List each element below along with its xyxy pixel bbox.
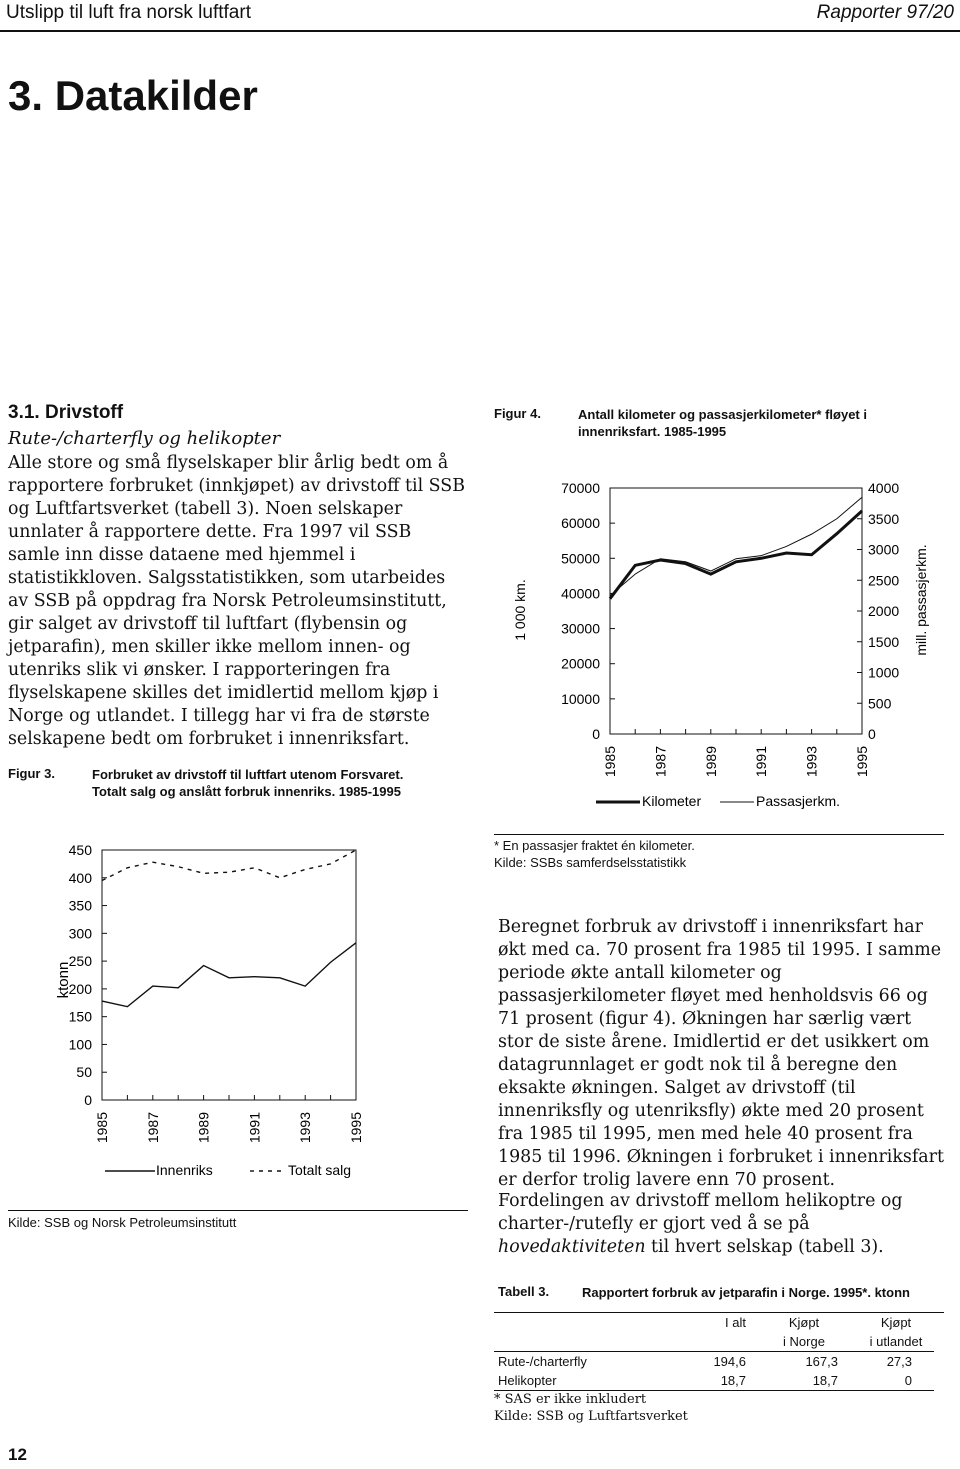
y-tick-label-right: 3500 [868, 510, 900, 527]
y-tick-label: 50 [76, 1064, 92, 1081]
table-cell: 18,7 [720, 1373, 746, 1388]
header-rule [0, 30, 960, 32]
paragraph: Beregnet forbruk av drivstoff i innenriksfart har økt med ca. 70 prosent fra 1985 til 1995. I samme periode økte antall kilometer og passasjerkilometer fløyet med henholdsvis 66 og 71 prosent (figur 4). Økningen har særlig vært stor de siste årene. Imidlertid er det usikkert om datagrunnlaget er godt nok til å beregne den eksakte økningen. Salget av drivstoff (til innenriksfly og utenriksfly) økte med 20 prosent fra 1985 til 1995, men med hele 40 prosent fra 1985 til 1996. Økningen i forbruket i innenriksfart er derfor trolig lavere enn 70 prosent. [498, 917, 944, 1190]
y-axis-label-right: mill. passasjerkm. [913, 544, 929, 656]
y-tick-label: 350 [68, 897, 92, 914]
y-axis-label: ktonn [55, 961, 72, 999]
figure4-title [578, 406, 948, 440]
x-tick-label: 1993 [803, 746, 820, 778]
figure4-notes [494, 834, 944, 871]
figure3-source-text: Kilde: SSB og Norsk Petroleumsinstitutt [8, 1215, 237, 1230]
page-number: 12 [8, 1445, 27, 1464]
series-line-innenriks [102, 943, 356, 1007]
table-header-cell: i utlandet [869, 1334, 923, 1349]
table3-title: Rapportert forbruk av jetparafin i Norge. 1995*. ktonn [582, 1285, 910, 1300]
x-tick-label: 1993 [297, 1112, 314, 1144]
y-tick-label-right: 2000 [868, 603, 900, 619]
y-tick-label: 20000 [561, 655, 600, 672]
legend-label-innenriks: Innenriks [156, 1162, 213, 1178]
y-axis-label-left: 1 000 km. [512, 579, 528, 641]
x-tick-label: 1985 [94, 1112, 110, 1144]
table-header-cell [494, 1332, 672, 1352]
figure4-footnote: * En passasjer fraktet én kilometer. [494, 838, 695, 853]
section-subtitle: Rute-/charterfly og helikopter [8, 428, 281, 449]
table-row [494, 1352, 934, 1372]
figure3-chart [0, 830, 470, 1200]
figure3-title-line1: Forbruket av drivstoff til luftfart utenom Forsvaret. [92, 767, 404, 782]
legend-label-passasjerkm: Passasjerkm. [756, 793, 841, 809]
table-header-row [494, 1313, 934, 1332]
y-tick-label-right: 1000 [868, 664, 900, 681]
table-header-cell: i Norge [783, 1334, 825, 1349]
y-tick-label: 0 [84, 1092, 92, 1108]
x-tick-label: 1995 [854, 746, 870, 778]
emphasis: hovedaktiviteten [498, 1237, 646, 1257]
y-tick-label: 300 [68, 925, 92, 942]
y-tick-label-right: 0 [868, 726, 876, 742]
plot-frame [610, 488, 862, 734]
x-tick-label: 1991 [753, 746, 770, 778]
table-cell: 194,6 [713, 1354, 746, 1369]
y-tick-label-right: 1500 [868, 633, 900, 650]
table-cell: 27,3 [886, 1354, 912, 1369]
x-tick-label: 1995 [348, 1112, 364, 1144]
y-tick-label-right: 3000 [868, 541, 900, 558]
table3-label: Tabell 3. [498, 1284, 550, 1299]
section-body [8, 452, 468, 751]
y-tick-label-right: 2500 [868, 572, 900, 589]
x-tick-label: 1989 [702, 746, 719, 778]
figure3-title-line2: Totalt salg og anslått forbruk innenriks. 1985-1995 [92, 784, 401, 799]
table3 [494, 1313, 934, 1391]
table3-container [494, 1312, 944, 1425]
x-tick-label: 1991 [246, 1112, 263, 1144]
table-header-cell: Kjøpt [788, 1315, 820, 1330]
y-tick-label: 60000 [561, 515, 600, 532]
y-tick-label-right: 4000 [868, 480, 900, 496]
table-cell: 0 [904, 1373, 912, 1388]
figure4-chart [480, 460, 958, 820]
x-tick-label: 1987 [652, 746, 669, 778]
figure4-title-line2: innenriksfart. 1985-1995 [578, 424, 727, 439]
y-tick-label: 50000 [561, 550, 600, 567]
y-tick-label: 0 [592, 726, 600, 742]
chapter-title: 3. Datakilder [8, 72, 258, 119]
section-paragraph: Alle store og små flyselskaper blir årlig bedt om å rapportere forbruket (innkjøpet) av drivstoff til SSB og Luftfartsverket (tabell 3). Noen selskaper unnlater å rapportere dette. Fra 1997 vil SSB samle inn disse dataene med hjemmel i statistikkloven. Salgsstatistikken, som utarbeides av SSB på oppdrag fra Norsk Petroleumsinstitutt, gir salget av drivstoff til luftfart (flybensin og jetparafin), men skiller ikke mellom innen- og utenriks slik vi ønsker. I rapporteringen fra flyselskapene skilles det imidlertid mellom kjøp i Norge og utlandet. I tillegg har vi fra de største selskapene bedt om forbruket i innenriksfart. [8, 453, 465, 749]
table-cell: Helikopter [498, 1373, 557, 1388]
running-header-title: Utslipp til luft fra norsk luftfart [6, 2, 251, 23]
section-title: 3.1. Drivstoff [8, 402, 124, 423]
paragraph-text: til hvert selskap (tabell 3). [645, 1237, 884, 1257]
table-row [494, 1371, 934, 1391]
figure4-source: Kilde: SSBs samferdselsstatistikk [494, 855, 687, 870]
table3-source: Kilde: SSB og Luftfartsverket [494, 1409, 688, 1424]
legend-label-totalt-salg: Totalt salg [288, 1162, 352, 1178]
y-tick-label: 10000 [561, 690, 600, 707]
table-header-cell [494, 1313, 672, 1332]
x-tick-label: 1985 [602, 746, 618, 778]
running-header-series: Rapporter 97/20 [816, 2, 954, 23]
y-tick-label: 250 [68, 953, 92, 970]
figure4-label: Figur 4. [494, 406, 541, 421]
paragraph-text: Fordelingen av drivstoff mellom helikoptre og charter-/rutefly er gjort ved å se på [498, 1191, 903, 1234]
x-tick-label: 1987 [144, 1112, 161, 1144]
figure3-title [92, 766, 492, 800]
x-tick-label: 1989 [195, 1112, 212, 1144]
table-header-cell [672, 1332, 750, 1352]
table-cell: Rute-/charterfly [498, 1354, 587, 1369]
table-header-row [494, 1332, 934, 1352]
table-header-cell: I alt [725, 1315, 746, 1330]
figure3-label: Figur 3. [8, 766, 55, 781]
y-tick-label-right: 500 [868, 695, 892, 712]
paragraph [498, 1190, 948, 1259]
table3-note: * SAS er ikke inkludert [494, 1392, 647, 1407]
y-tick-label: 450 [68, 842, 92, 858]
series-line-kilometer [610, 511, 862, 599]
y-tick-label: 200 [68, 980, 92, 997]
figure3-source [8, 1210, 468, 1232]
series-line-passasjerkm [610, 497, 862, 595]
right-paragraph-2 [498, 1190, 948, 1259]
y-tick-label: 70000 [561, 480, 600, 496]
right-paragraph-1 [498, 916, 948, 1192]
y-tick-label: 40000 [561, 585, 600, 602]
series-line-totalt-salg [102, 850, 356, 881]
table-header-cell: Kjøpt [880, 1315, 912, 1330]
table-cell: 167,3 [805, 1354, 838, 1369]
y-tick-label: 30000 [561, 620, 600, 637]
y-tick-label: 100 [68, 1036, 92, 1053]
figure4-title-line1: Antall kilometer og passasjerkilometer* fløyet i [578, 407, 867, 422]
table-cell: 18,7 [812, 1373, 838, 1388]
y-tick-label: 150 [68, 1008, 92, 1025]
legend-label-kilometer: Kilometer [642, 793, 702, 809]
y-tick-label: 400 [68, 869, 92, 886]
